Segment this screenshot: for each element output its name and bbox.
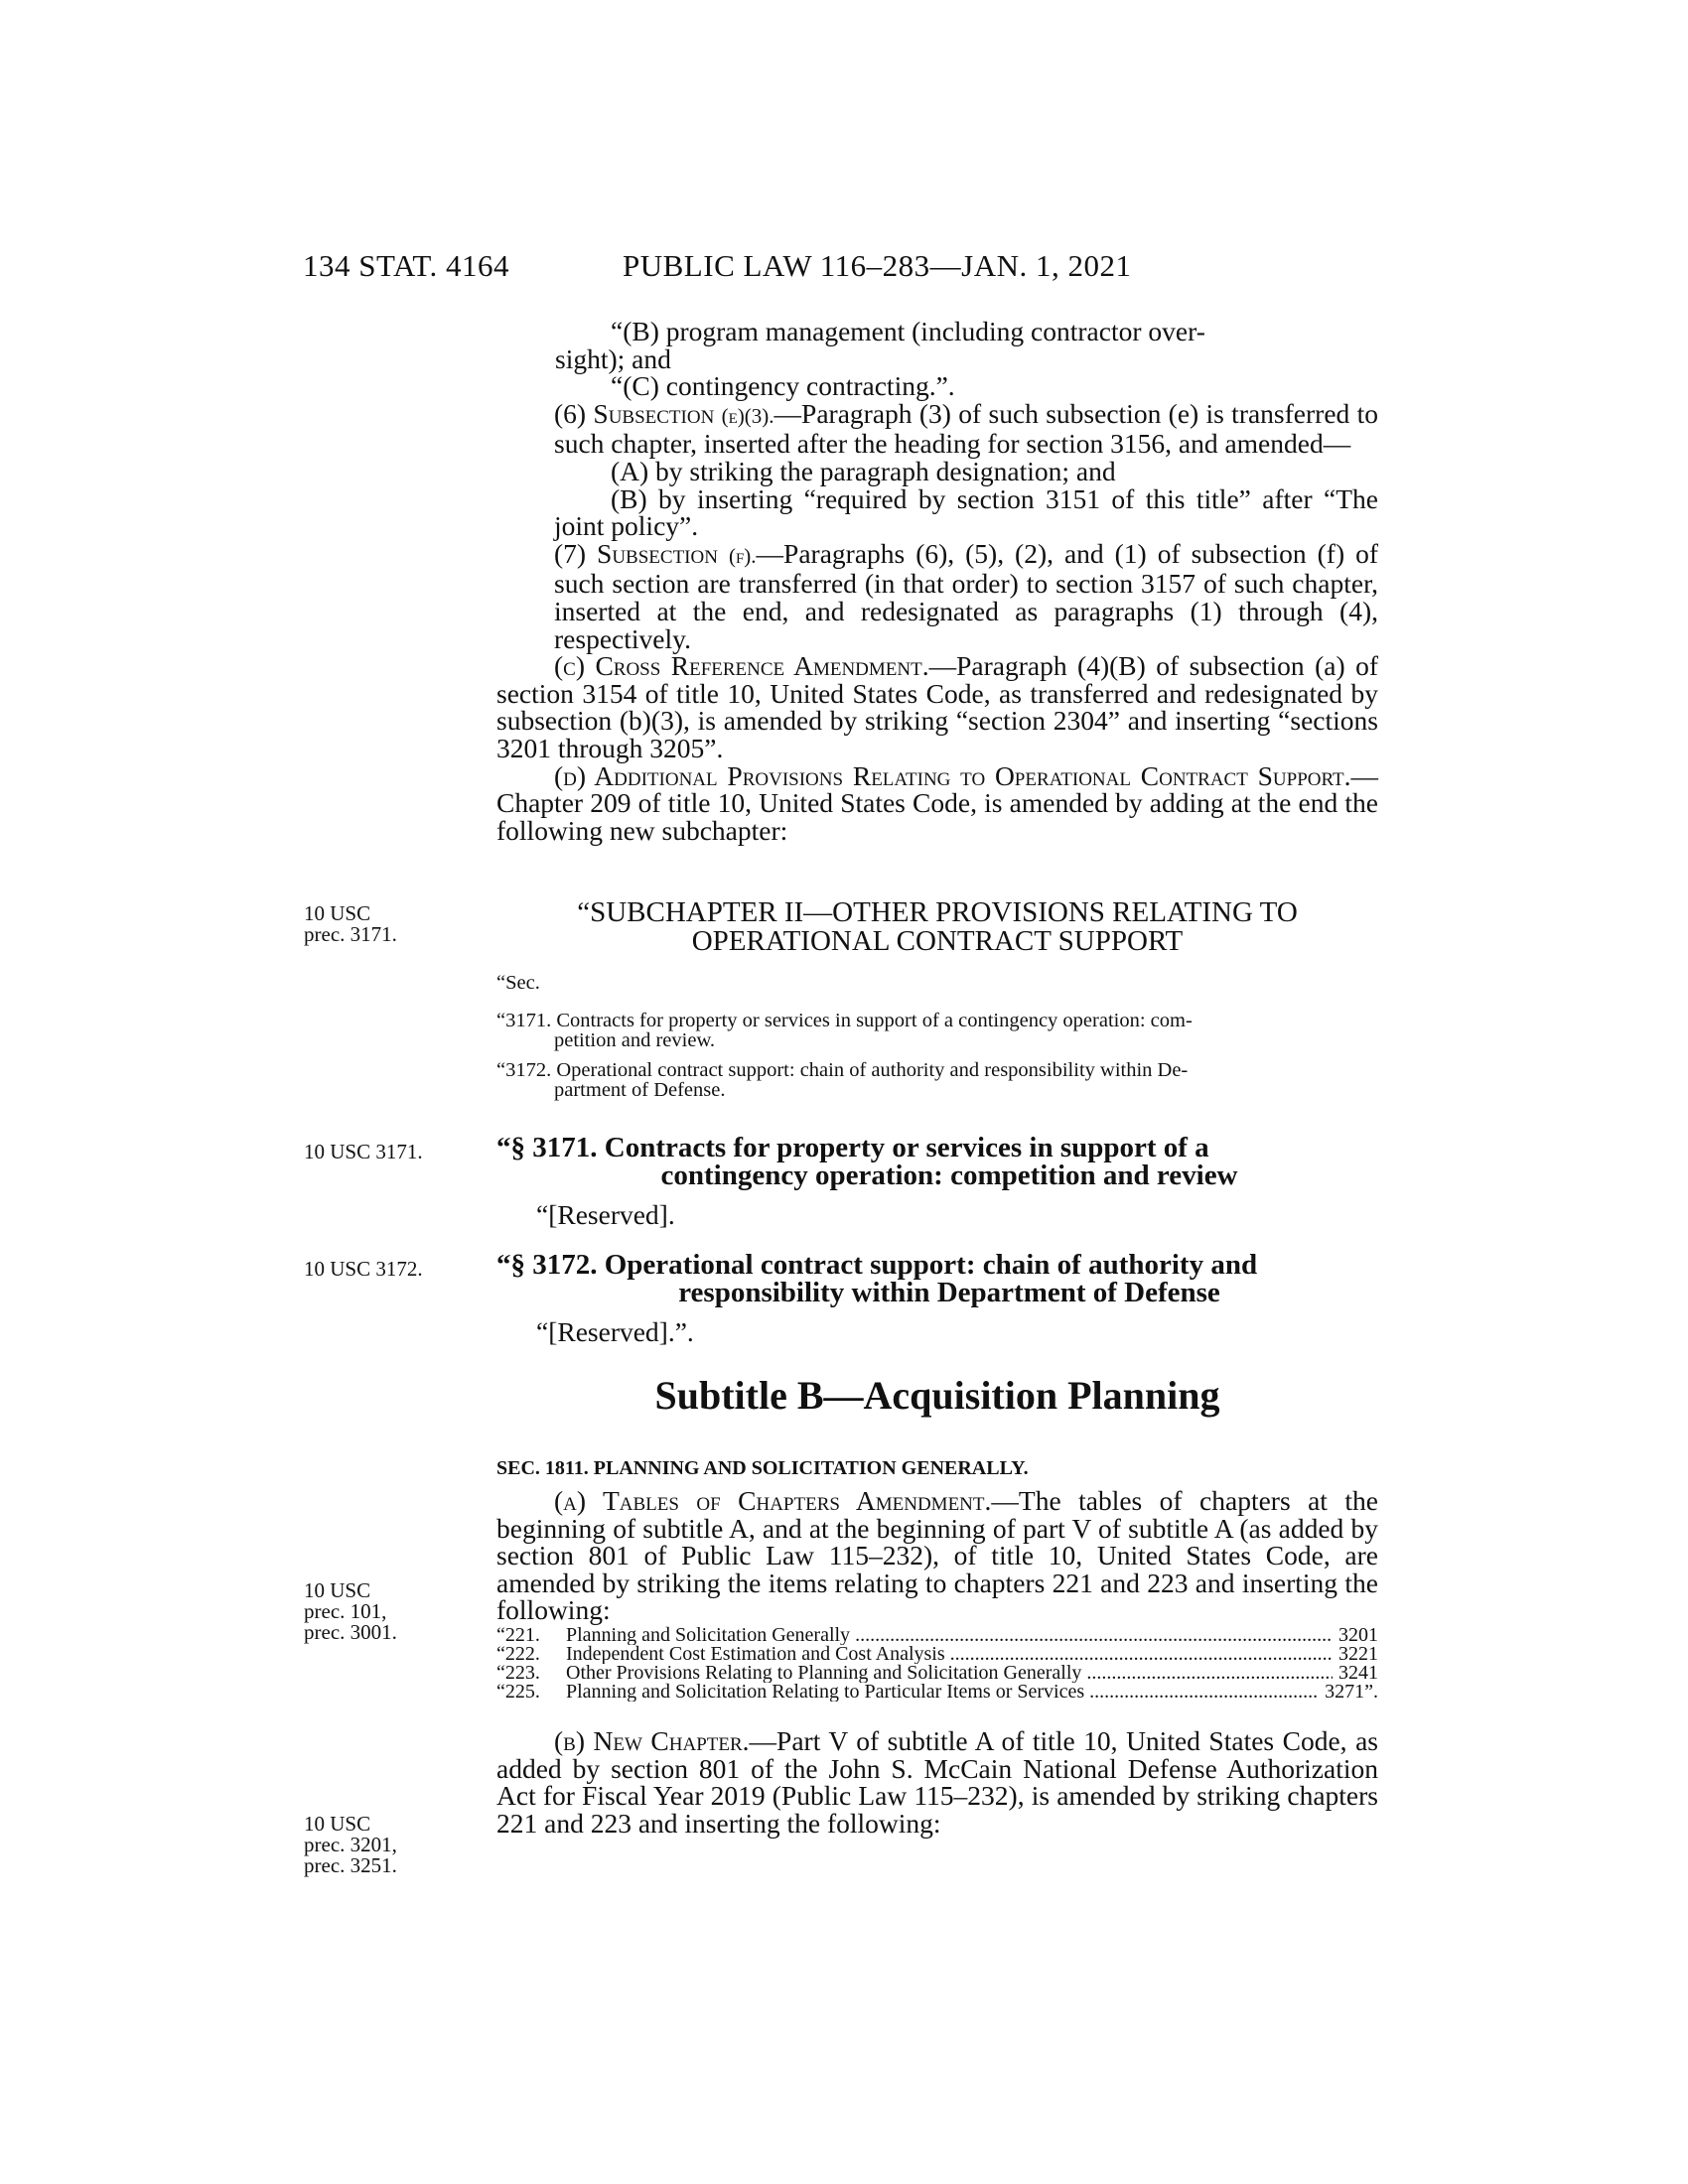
toc-sec-label: “Sec. [496, 972, 540, 994]
chapter-title: Planning and Solicitation Generally ..... [566, 1626, 1333, 1645]
chapter-row [496, 1623, 1378, 1646]
paragraph-6-label: (6) Subsection [554, 397, 715, 429]
page-number-header: 134 STAT. 4164 [303, 248, 510, 283]
margin-note-3172: 10 USC 3172. [304, 1257, 423, 1281]
paragraph-6-b: (B) by inserting “required by section 3151 of this title” after “The joint policy”. [554, 482, 1378, 542]
paragraph-7-label: (7) Subsection [554, 537, 718, 569]
subchapter-heading [496, 898, 1378, 956]
clause-b-cont: sight); and [555, 342, 671, 374]
subchapter-title-line2: OPERATIONAL CONTRACT SUPPORT [691, 925, 1184, 957]
paragraph-6 [496, 397, 1378, 460]
chapter-number: “223. [496, 1661, 540, 1684]
section-3171-line1: “§ 3171. Contracts for property or services in support of a [496, 1132, 1209, 1163]
clause-c: “(C) contingency contracting.”. [611, 370, 955, 402]
toc-entry-3171 [496, 1011, 1378, 1050]
margin-note-line: prec. 3251. [304, 1853, 397, 1877]
chapter-page: 3271”. [1325, 1680, 1378, 1703]
subsection-c-text: —Paragraph (4)(B) of subsection (a) of section 3154 of title 10, United States Code, as transferred and redesignated by subsection (b)(3), is amended by striking “section 2304” and inserting “sections 3201 through 3205”. [496, 650, 1378, 763]
margin-note-line: 10 USC [304, 1578, 371, 1602]
chapter-row [496, 1661, 1378, 1684]
toc-entry-first: “3172. Operational contract support: chain of authority and responsibility within De- [496, 1059, 1189, 1081]
section-3171-reserved: “[Reserved]. [536, 1199, 675, 1230]
subsection-a-block [496, 1487, 1378, 1702]
chapter-number: “225. [496, 1680, 540, 1703]
chapter-row [496, 1642, 1378, 1665]
subsection-b-label: (b) New Chapter. [554, 1725, 750, 1756]
chapters-table [496, 1623, 1378, 1703]
paragraph-7 [496, 537, 1379, 654]
section-3171-heading [496, 1134, 1378, 1189]
chapter-number: “221. [496, 1623, 540, 1646]
section-3172-line2: responsibility within Department of Defense [678, 1277, 1220, 1308]
margin-note-line: 10 USC [304, 1812, 371, 1836]
paragraph-6-a: (A) by striking the paragraph designation; and [611, 455, 1116, 486]
subsection-b-text: —Part V of subtitle A of title 10, United States Code, as added by section 801 of the John S. McCain National Defense Authorization Act for Fiscal Year 2019 (Public Law 115–232), is amended by striking chapters 221 and 223 and inserting the following: [496, 1725, 1378, 1839]
subsection-d-label: (d) Additional Provisions Relating to Operational Contract Support. [554, 759, 1351, 791]
subtitle-b-heading: Subtitle B—Acquisition Planning [654, 1373, 1220, 1418]
section-3172-reserved: “[Reserved].”. [536, 1316, 694, 1347]
toc-entry-cont: partment of Defense. [554, 1079, 726, 1101]
margin-note-line: prec. 3171. [304, 922, 397, 946]
chapter-page: 3241 [1338, 1661, 1378, 1684]
toc-entry-first: “3171. Contracts for property or services in support of a contingency operation: com- [496, 1010, 1193, 1031]
margin-note-line: prec. 3201, [304, 1833, 397, 1856]
chapter-number: “222. [496, 1642, 540, 1665]
subsection-b [496, 1727, 1378, 1837]
margin-note-prec-3171 [304, 903, 397, 945]
margin-note-prec-3201 [304, 1814, 397, 1876]
subsection-b-block [496, 1727, 1378, 1837]
subsection-a [496, 1487, 1378, 1624]
section-3172 [496, 1251, 1378, 1346]
margin-note-3171: 10 USC 3171. [304, 1140, 423, 1163]
subchapter-toc [496, 973, 1378, 1110]
section-3171 [496, 1134, 1378, 1229]
chapter-title: Planning and Solicitation Relating to Particular Items or Services ..... [566, 1683, 1319, 1702]
paragraph-7-sub: (f). [728, 543, 757, 568]
margin-note-line: prec. 101, [304, 1599, 387, 1623]
body-text-upper [496, 318, 1378, 844]
margin-note-prec-101 [304, 1580, 397, 1643]
chapter-row [496, 1680, 1378, 1703]
running-head-title: PUBLIC LAW 116–283—JAN. 1, 2021 [623, 248, 1132, 283]
chapter-title: Independent Cost Estimation and Cost Analysis ..... [566, 1645, 1333, 1664]
margin-note-line: prec. 3001. [304, 1620, 397, 1644]
paragraph-6-sub: (e)(3). [721, 403, 774, 428]
toc-entry-cont: petition and review. [554, 1029, 716, 1051]
subsection-a-label: (a) Tables of Chapters Amendment. [554, 1485, 992, 1516]
paragraph-7-text: —Paragraphs (6), (5), (2), and (1) of subsection (f) of such section are transferred (in that order) to section 3157 of such chapter, inserted at the end, and redesignated as paragraphs (1) through (4), respectively. [554, 537, 1379, 654]
section-3172-heading [496, 1251, 1378, 1306]
chapter-title: Other Provisions Relating to Planning and Solicitation Generally ..... [566, 1664, 1333, 1683]
sec-1811-heading-block [496, 1457, 1378, 1480]
subsection-d [496, 759, 1378, 846]
subsection-c-label: (c) Cross Reference Amendment. [554, 650, 929, 682]
chapter-page: 3221 [1338, 1642, 1378, 1665]
clause-b-line2 [496, 342, 1378, 374]
clause-b-line1: “(B) program management (including contractor over- [611, 316, 1205, 346]
subsection-d-text: —Chapter 209 of title 10, United States Code, is amended by adding at the end the following new subchapter: [496, 759, 1378, 846]
section-3171-line2: contingency operation: competition and review [660, 1160, 1238, 1191]
subsection-a-text: —The tables of chapters at the beginning of subtitle A, and at the beginning of part V of subtitle A (as added by section 801 of Public Law 115–232), of title 10, United States Code, are amended by striking the items relating to chapters 221 and 223 and inserting the following: [496, 1485, 1378, 1626]
chapter-page: 3201 [1338, 1623, 1378, 1646]
margin-note-line: 10 USC [304, 901, 371, 925]
sec-1811-title: SEC. 1811. PLANNING AND SOLICITATION GENERALLY. [496, 1457, 1029, 1479]
subsection-c [496, 652, 1378, 761]
subtitle-b [496, 1372, 1378, 1419]
toc-entry-3172 [496, 1060, 1378, 1100]
subchapter-title-line1: “SUBCHAPTER II—OTHER PROVISIONS RELATING TO [577, 896, 1298, 928]
section-3172-line1: “§ 3172. Operational contract support: chain of authority and [496, 1249, 1258, 1281]
paragraph-6-text: —Paragraph (3) of such subsection (e) is transferred to such chapter, inserted after the heading for section 3156, and amended— [554, 397, 1378, 460]
